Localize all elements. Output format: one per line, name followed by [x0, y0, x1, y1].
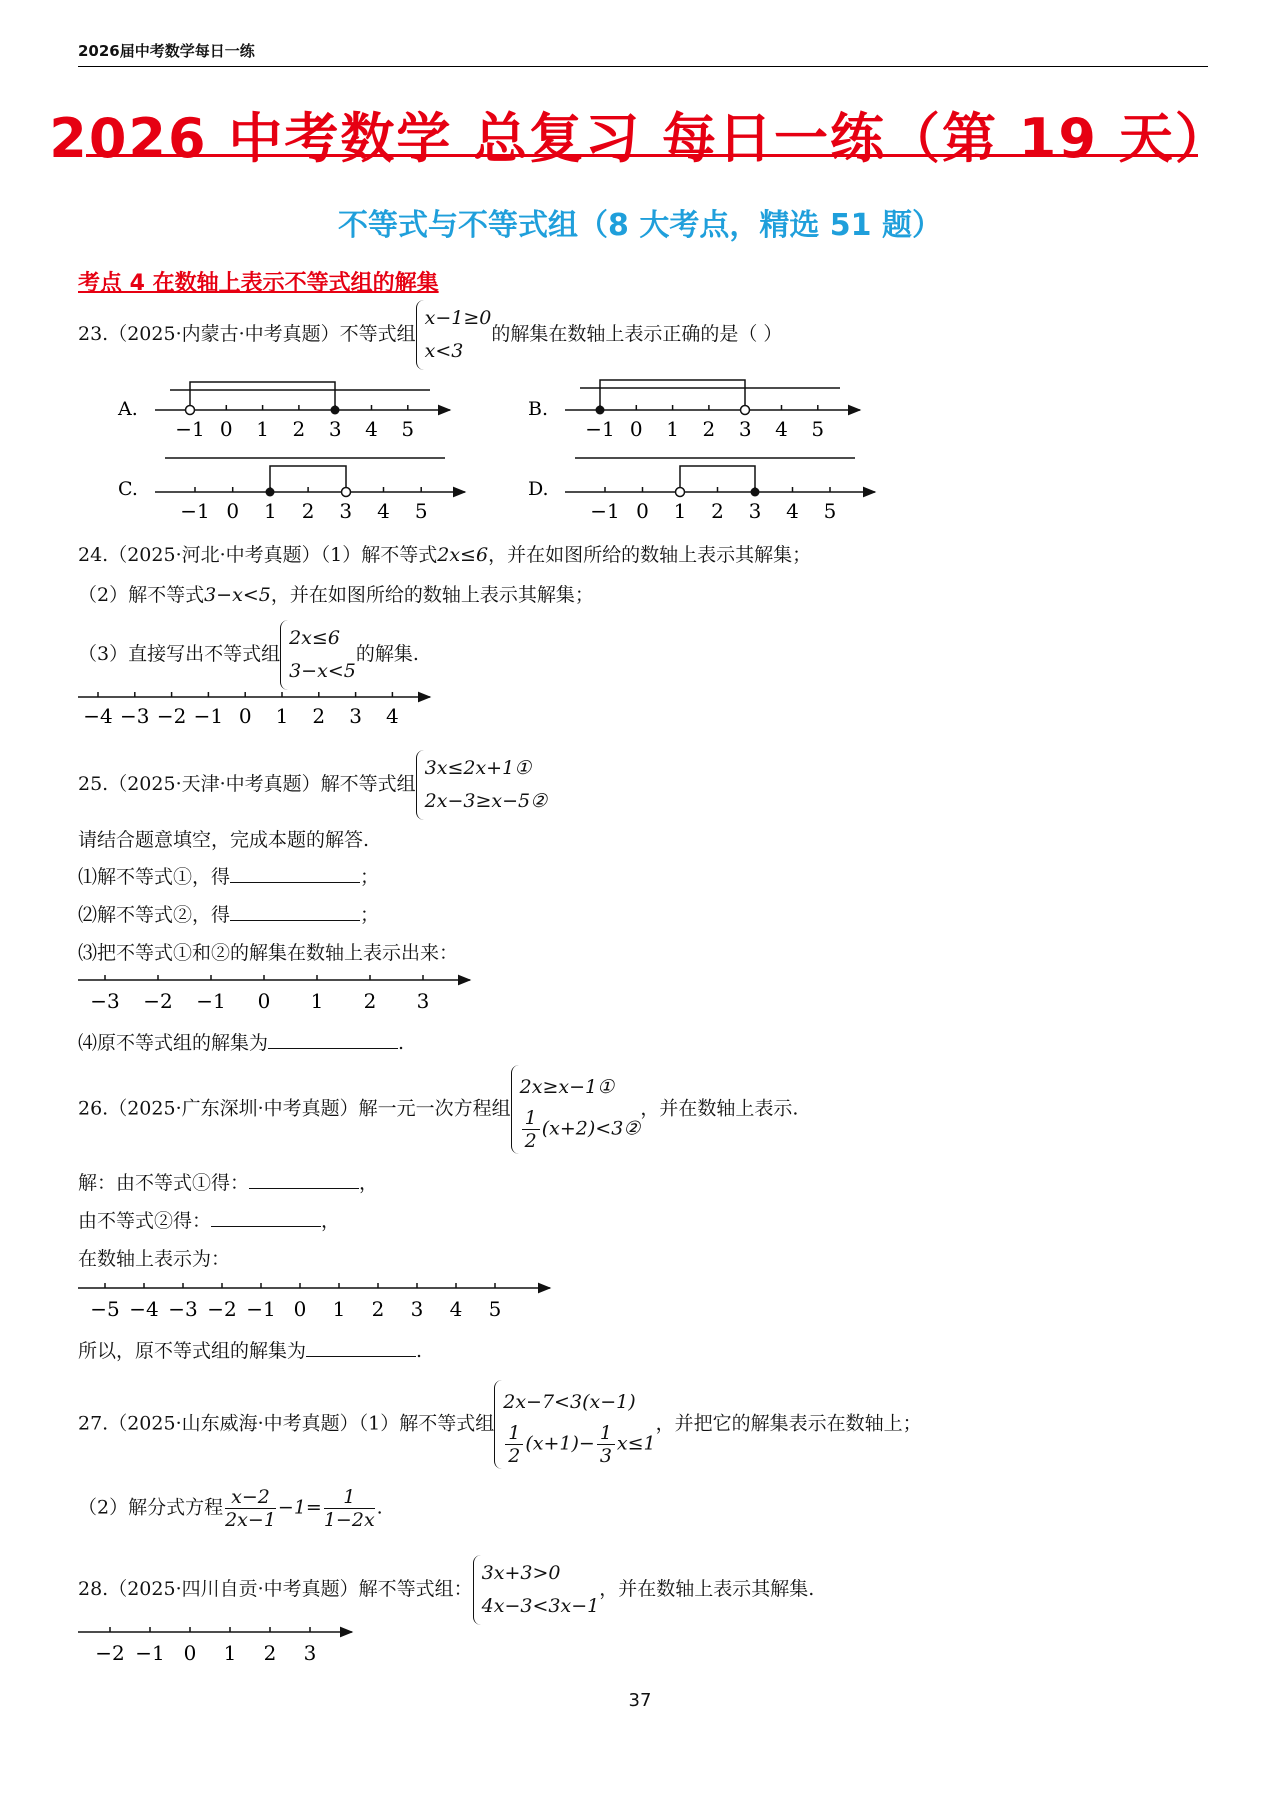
q25-p1-semi: ； — [360, 866, 380, 888]
q25-prefix: 25.（2025·天津·中考真题）解不等式组 — [78, 773, 416, 795]
q27-f2-den: 1−2x — [323, 1509, 375, 1531]
q25-sys-2: 2x−3≥x−5② — [424, 790, 548, 812]
q24-system — [280, 620, 356, 690]
q28-tick-label: 2 — [263, 1641, 277, 1665]
q24-l1-suffix: ，并在如图所给的数轴上表示其解集； — [488, 544, 812, 566]
q25-sys-1: 3x≤2x+1① — [424, 757, 532, 779]
q25-part-3: ⑶把不等式①和②的解集在数轴上表示出来： — [78, 942, 459, 964]
q26-sys-2-rest: (x+2)<3② — [541, 1117, 641, 1140]
q25-tick-label: 0 — [257, 989, 271, 1013]
q24-l3-suffix: 的解集. — [355, 643, 419, 665]
q24-tick-label: 4 — [386, 704, 399, 728]
option-d-tick-label: 3 — [748, 499, 762, 523]
q24-l3-prefix: （3）直接写出不等式组 — [78, 643, 281, 665]
q26-s2-comma: ， — [321, 1210, 341, 1232]
q25-part-2 — [78, 900, 379, 927]
q23-system — [416, 300, 492, 370]
option-c-open-dot — [342, 488, 351, 497]
q27-mid: −1= — [277, 1496, 322, 1519]
q27-suffix: ，并把它的解集表示在数轴上； — [655, 1412, 922, 1435]
q27-prefix: 27.（2025·山东威海·中考真题）（1）解不等式组 — [78, 1412, 495, 1435]
question-28 — [78, 1555, 814, 1625]
option-a-tick-label: 2 — [292, 417, 306, 441]
q27-sys-2-end: x≤1 — [616, 1432, 656, 1455]
option-d-tick-label: 1 — [673, 499, 687, 523]
q24-tick-label: 0 — [238, 704, 252, 728]
q24-number-line — [70, 685, 450, 735]
q24-l1-math: 2x≤6 — [437, 544, 489, 566]
q24-sys-1: 2x≤6 — [289, 627, 340, 649]
q24-tick-label: 2 — [312, 704, 326, 728]
question-27 — [78, 1380, 922, 1469]
q24-l1-prefix: 24.（2025·河北·中考真题）（1）解不等式 — [78, 544, 438, 566]
q27-sys-1: 2x−7<3(x−1) — [503, 1391, 636, 1413]
q25-number-line — [70, 970, 490, 1020]
option-c-tick-label: 1 — [264, 499, 277, 523]
q27-frac-b-den: 3 — [599, 1445, 612, 1467]
q25-p4-blank[interactable] — [268, 1030, 398, 1049]
q25-tick-label: −3 — [90, 989, 120, 1013]
q26-tick-label: 1 — [332, 1297, 346, 1321]
q26-suffix: ，并在数轴上表示. — [640, 1097, 799, 1120]
option-c-tick-label: 3 — [339, 499, 353, 523]
question-26 — [78, 1065, 798, 1154]
q25-system — [416, 750, 548, 820]
q26-s4-blank[interactable] — [306, 1338, 416, 1357]
q25-intro: 请结合题意填空，完成本题的解答. — [78, 829, 370, 851]
q26-frac-num: 1 — [522, 1107, 540, 1130]
q27-p2-suffix: . — [376, 1496, 383, 1519]
q26-step-2 — [78, 1206, 340, 1233]
q28-system — [473, 1555, 600, 1625]
q24-sys-2: 3−x<5 — [289, 660, 356, 682]
option-c-label: C. — [118, 478, 138, 500]
q25-tick-label: 2 — [363, 989, 377, 1013]
q25-tick-label: −1 — [196, 989, 226, 1013]
option-d-tick-label: 4 — [786, 499, 799, 523]
q25-p2-blank[interactable] — [230, 902, 360, 921]
q27-p2-prefix: （2）解分式方程 — [78, 1496, 224, 1519]
q25-p4-dot: . — [398, 1032, 405, 1054]
option-a-tick-label: 4 — [365, 417, 378, 441]
option-d-label: D. — [528, 478, 549, 500]
q24-l2-math: 3−x<5 — [204, 584, 271, 606]
q27-frac-2 — [324, 1486, 375, 1531]
option-d-open-dot — [676, 488, 685, 497]
option-b-tick-label: 1 — [666, 417, 679, 441]
q26-s2-text: 由不等式②得： — [78, 1210, 212, 1232]
page-subtitle: 不等式与不等式组（8 大考点，精选 51 题） — [338, 208, 942, 243]
q27-frac-a-den: 2 — [508, 1445, 521, 1467]
q23-sys-1: x−1≥0 — [424, 307, 492, 329]
q28-prefix: 28.（2025·四川自贡·中考真题）解不等式组： — [78, 1578, 473, 1600]
q28-number-line — [70, 1620, 370, 1670]
option-a-tick-label: −1 — [175, 417, 205, 441]
q27-frac-a — [505, 1422, 523, 1467]
q27-frac-a-num: 1 — [505, 1422, 523, 1445]
q27-f1-den: 2x−1 — [225, 1509, 276, 1531]
q25-p2-text: ⑵解不等式②，得 — [78, 904, 231, 926]
option-d-solid-dot — [751, 488, 760, 497]
option-a-tick-label: 3 — [328, 417, 342, 441]
page-number: 37 — [628, 1690, 652, 1711]
q24-line-1 — [78, 540, 811, 567]
q26-s2-blank[interactable] — [211, 1208, 321, 1227]
option-b-tick-label: 4 — [775, 417, 788, 441]
q26-s1-text: 解：由不等式①得： — [78, 1172, 250, 1194]
q27-frac-1 — [225, 1486, 276, 1531]
q25-tick-label: 3 — [416, 989, 430, 1013]
q26-s4-dot: . — [416, 1340, 423, 1362]
question-23 — [78, 300, 782, 370]
q28-sys-2: 4x−3<3x−1 — [481, 1595, 600, 1617]
q25-tick-label: −2 — [143, 989, 173, 1013]
option-b-tick-label: 3 — [738, 417, 752, 441]
option-c-tick-label: 4 — [377, 499, 390, 523]
q24-line-2 — [78, 580, 594, 607]
option-a-tick-label: 1 — [256, 417, 269, 441]
q28-tick-label: −2 — [95, 1641, 125, 1665]
q27-frac-b-num: 1 — [597, 1422, 615, 1445]
option-b-tick-label: 2 — [702, 417, 716, 441]
q27-sys-2-mid: (x+1)− — [525, 1432, 595, 1455]
option-b-open-dot — [741, 406, 750, 415]
q25-part-1 — [78, 862, 379, 889]
q26-tick-label: 4 — [449, 1297, 463, 1321]
option-d-tick-label: −1 — [590, 499, 620, 523]
q26-tick-label: 2 — [371, 1297, 385, 1321]
q24-line-3 — [78, 620, 419, 690]
q26-tick-label: −3 — [168, 1297, 198, 1321]
option-b-tick-label: 0 — [629, 417, 643, 441]
page-title: 2026 中考数学 总复习 每日一练（第 19 天） — [49, 107, 1231, 170]
option-c-tick-label: 5 — [414, 499, 428, 523]
option-c-tick-label: 0 — [226, 499, 240, 523]
q26-s4-text: 所以，原不等式组的解集为 — [78, 1340, 307, 1362]
q24-tick-label: −3 — [120, 704, 150, 728]
q28-tick-label: 1 — [223, 1641, 237, 1665]
option-c-tick-label: −1 — [180, 499, 210, 523]
q26-frac — [522, 1107, 540, 1152]
q26-step-4 — [78, 1336, 422, 1363]
q24-tick-label: −2 — [156, 704, 187, 728]
q23-sys-2: x<3 — [424, 340, 464, 362]
option-a-tick-label: 5 — [401, 417, 415, 441]
q26-prefix: 26.（2025·广东深圳·中考真题）解一元一次方程组 — [78, 1097, 511, 1120]
option-d-tick-label: 5 — [823, 499, 837, 523]
q26-tick-label: −2 — [207, 1297, 237, 1321]
option-b-solid-dot — [596, 406, 605, 415]
q26-tick-label: 0 — [293, 1297, 307, 1321]
q27-f1-num: x−2 — [225, 1486, 276, 1509]
option-a-open-dot — [186, 406, 195, 415]
q24-tick-label: 3 — [349, 704, 362, 728]
q28-suffix: ，并在数轴上表示其解集. — [599, 1578, 815, 1600]
title-underline — [86, 154, 1198, 157]
option-a-solid-dot — [331, 406, 340, 415]
q24-l2-prefix: （2）解不等式 — [78, 584, 205, 606]
q26-step-3: 在数轴上表示为： — [78, 1248, 231, 1270]
q28-tick-label: −1 — [135, 1641, 165, 1665]
question-25 — [78, 750, 547, 820]
q28-sys-1: 3x+3>0 — [481, 1562, 561, 1584]
q27-part-2 — [78, 1486, 383, 1531]
option-c-tick-label: 2 — [301, 499, 315, 523]
q24-l2-suffix: ，并在如图所给的数轴上表示其解集； — [270, 584, 594, 606]
q28-tick-label: 0 — [183, 1641, 197, 1665]
q23-prefix: 23.（2025·内蒙古·中考真题）不等式组 — [78, 323, 416, 345]
q25-p1-blank[interactable] — [230, 864, 360, 883]
q26-s1-comma: ， — [359, 1172, 379, 1194]
option-b-tick-label: −1 — [585, 417, 615, 441]
q25-tick-label: 1 — [310, 989, 324, 1013]
q25-p4-text: ⑷原不等式组的解集为 — [78, 1032, 269, 1054]
q26-s1-blank[interactable] — [249, 1170, 359, 1189]
q25-part-4 — [78, 1028, 404, 1055]
q26-tick-label: −5 — [90, 1297, 120, 1321]
q24-tick-label: −1 — [193, 704, 224, 728]
q26-tick-label: −4 — [129, 1297, 159, 1321]
q26-step-1 — [78, 1168, 378, 1195]
option-c-solid-dot — [266, 488, 275, 497]
q26-system — [511, 1065, 641, 1154]
q27-system — [494, 1380, 655, 1469]
q25-p2-semi: ； — [360, 904, 380, 926]
option-b-label: B. — [528, 398, 549, 420]
header-text: 2026届中考数学每日一练 — [78, 42, 255, 60]
option-a-tick-label: 0 — [219, 417, 233, 441]
option-a-label: A. — [118, 398, 138, 420]
q28-tick-label: 3 — [303, 1641, 317, 1665]
option-d-tick-label: 2 — [711, 499, 724, 523]
q23-options-figure — [110, 370, 910, 540]
q26-tick-label: 5 — [488, 1297, 502, 1321]
option-b-tick-label: 5 — [811, 417, 825, 441]
q26-sys-1: 2x≥x−1① — [519, 1076, 615, 1098]
q25-p1-text: ⑴解不等式①，得 — [78, 866, 231, 888]
q24-tick-label: −4 — [83, 704, 113, 728]
q24-tick-label: 1 — [275, 704, 289, 728]
q26-frac-den: 2 — [524, 1130, 537, 1152]
header-rule — [78, 66, 1208, 67]
q27-f2-num: 1 — [324, 1486, 375, 1509]
q26-number-line — [70, 1276, 570, 1326]
q26-tick-label: 3 — [410, 1297, 424, 1321]
section-heading: 考点 4 在数轴上表示不等式组的解集 — [78, 271, 439, 296]
option-d-tick-label: 0 — [636, 499, 649, 523]
q26-tick-label: −1 — [246, 1297, 276, 1321]
q27-frac-b — [597, 1422, 615, 1467]
q23-suffix: 的解集在数轴上表示正确的是（ ） — [491, 323, 783, 345]
